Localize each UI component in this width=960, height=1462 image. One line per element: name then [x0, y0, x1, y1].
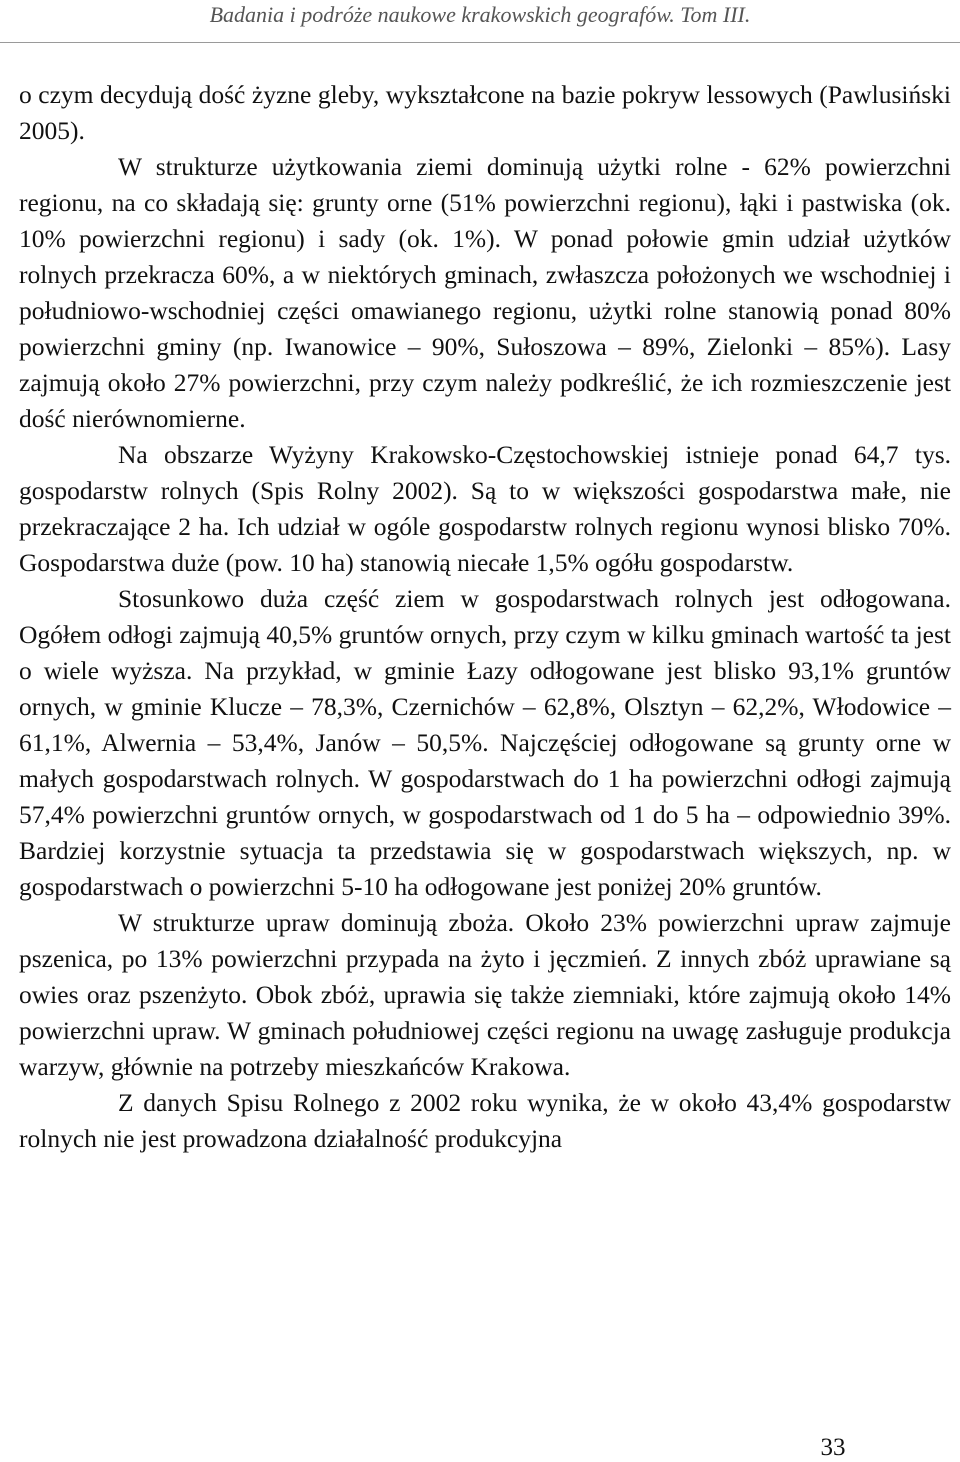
header-divider	[0, 42, 960, 43]
paragraph-fallow-land: Stosunkowo duża część ziem w gospodarstwach rolnych jest odłogowana. Ogółem odłogi zajmują 40,5% gruntów ornych, przy czym w kilku gminach wartość ta jest o wiele wyższa. Na przykład, w gminie Łazy odłogowane jest blisko 93,1% gruntów ornych, w gminie Klucze – 78,3%, Czernichów – 62,8%, Olsztyn – 62,2%, Włodowice – 61,1%, Alwernia – 53,4%, Janów – 50,5%. Najczęściej odłogowane są grunty orne w małych gospodarstwach rolnych. W gospodarstwach do 1 ha powierzchni odłogi zajmują 57,4% powierzchni gruntów ornych, w gospodarstwach od 1 do 5 ha – odpowiednio 39%. Bardziej korzystnie sytuacja ta przedstawia się w gospodarstwach większych, np. w gospodarstwach o powierzchni 5-10 ha odłogowane jest poniżej 20% gruntów.	[19, 584, 951, 901]
page-number: 33	[820, 1434, 846, 1461]
paragraph-land-use: W strukturze użytkowania ziemi dominują użytki rolne - 62% powierzchni regionu, na co składają się: grunty orne (51% powierzchni regionu), łąki i pastwiska (ok. 10% powierzchni regionu) i sady (ok. 1%). W ponad połowie gmin udział użytków rolnych przekracza 60%, a w niektórych gminach, zwłaszcza położonych we wschodniej i południowo-wschodniej części omawianego regionu, użytki rolne stanowią ponad 80% powierzchni gminy (np. Iwanowice – 90%, Sułoszowa – 89%, Zielonki – 85%). Lasy zajmują około 27% powierzchni, przy czym należy podkreślić, że ich rozmieszczenie jest dość nierównomierne.	[19, 152, 951, 433]
page-body	[19, 77, 951, 1157]
paragraph-farm-count: Na obszarze Wyżyny Krakowsko-Częstochowskiej istnieje ponad 64,7 tys. gospodarstw rolnych (Spis Rolny 2002). Są to w większości gospodarstwa małe, nie przekraczające 2 ha. Ich udział w ogóle gospodarstw rolnych regionu wynosi blisko 70%. Gospodarstwa duże (pow. 10 ha) stanowią niecałe 1,5% ogółu gospodarstw.	[19, 440, 951, 577]
paragraph-census-2002: Z danych Spisu Rolnego z 2002 roku wynika, że w około 43,4% gospodarstw rolnych nie jest prowadzona działalność produkcyjna	[19, 1088, 951, 1153]
paragraph-continuation: o czym decydują dość żyzne gleby, wykształcone na bazie pokryw lessowych (Pawlusiński 2005).	[19, 80, 951, 145]
running-header: Badania i podróże naukowe krakowskich geografów. Tom III.	[209, 2, 751, 27]
paragraph-crop-structure: W strukturze upraw dominują zboża. Około 23% powierzchni upraw zajmuje pszenica, po 13% powierzchni przypada na żyto i jęczmień. Z innych zbóż uprawiane są owies oraz pszenżyto. Obok zbóż, uprawia się także ziemniaki, które zajmują około 14% powierzchni upraw. W gminach południowej części regionu na uwagę zasługuje produkcja warzyw, głównie na potrzeby mieszkańców Krakowa.	[19, 908, 951, 1081]
